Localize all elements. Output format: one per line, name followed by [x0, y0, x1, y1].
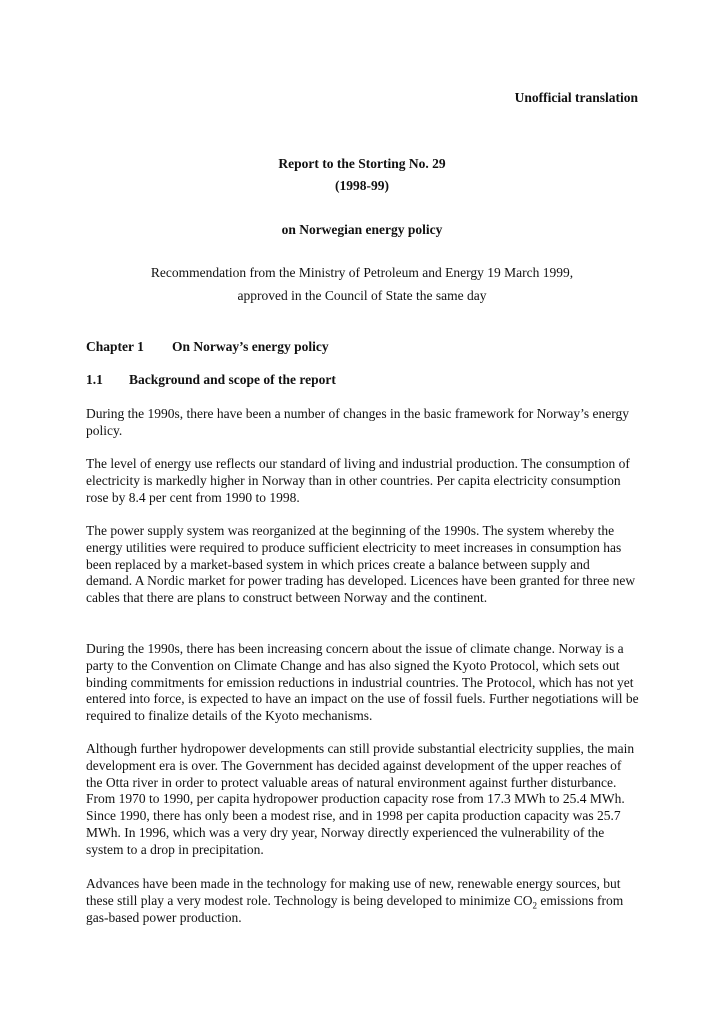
recommendation-line-2: approved in the Council of State the same day: [237, 288, 487, 303]
report-subject: on Norwegian energy policy: [281, 222, 443, 237]
chapter-title: On Norway’s energy policy: [172, 339, 329, 354]
paragraph-6-text: Advances have been made in the technology for making use of new, renewable energy sources, but these still play a very modest role. Technology is being developed to minimize CO: [86, 876, 621, 908]
co2-subscript: 2: [532, 900, 537, 911]
report-title: Report to the Storting No. 29: [278, 156, 446, 171]
report-session: (1998-99): [335, 178, 389, 193]
chapter-number: Chapter 1: [86, 339, 144, 354]
paragraph-6: [86, 876, 639, 926]
recommendation-line-1: Recommendation from the Ministry of Petroleum and Energy 19 March 1999,: [150, 265, 574, 280]
paragraph-6-tail: emissions from gas-based power production.: [86, 892, 624, 925]
paragraph-5: Although further hydropower developments can still provide substantial electricity supplies, the main development era is over. The Government has decided against development of the upper reaches of the Otta river in order to protect valuable areas of natural environment against further disturbance. From 1970 to 1990, per capita hydropower production capacity rose from 17.3 MWh to 25.4 MWh. Since 1990, there has only been a modest rise, and in 1998 per capita production capacity was 25.7 MWh. In 1996, which was a very dry year, Norway directly experienced the vulnerability of the system to a drop in precipitation.: [86, 741, 635, 857]
paragraph-3: The power supply system was reorganized at the beginning of the 1990s. The system whereby the energy utilities were required to produce sufficient electricity to meet increases in consumption has been replaced by a market-based system in which prices create a balance between supply and demand. A Nordic market for power trading has developed. Licences have been granted for three new cables that there are plans to construct between Norway and the continent.: [86, 523, 636, 606]
paragraph-4: During the 1990s, there has been increasing concern about the issue of climate change. Norway is a party to the Convention on Climate Change and has also signed the Kyoto Protocol, which sets out binding commitments for emission reductions in industrial countries. The Protocol, which has not yet entered into force, is expected to have an impact on the use of fossil fuels. Further negotiations will be required to finalize details of the Kyoto mechanisms.: [86, 641, 639, 724]
section-title: Background and scope of the report: [129, 372, 336, 387]
section-number: 1.1: [86, 372, 103, 387]
paragraph-2: The level of energy use reflects our standard of living and industrial production. The consumption of electricity is markedly higher in Norway than in other countries. Per capita electricity consumption rose by 8.4 per cent from 1990 to 1998.: [86, 456, 630, 505]
paragraph-1: During the 1990s, there have been a number of changes in the basic framework for Norway’s energy policy.: [86, 406, 629, 438]
translation-note: Unofficial translation: [514, 90, 638, 105]
